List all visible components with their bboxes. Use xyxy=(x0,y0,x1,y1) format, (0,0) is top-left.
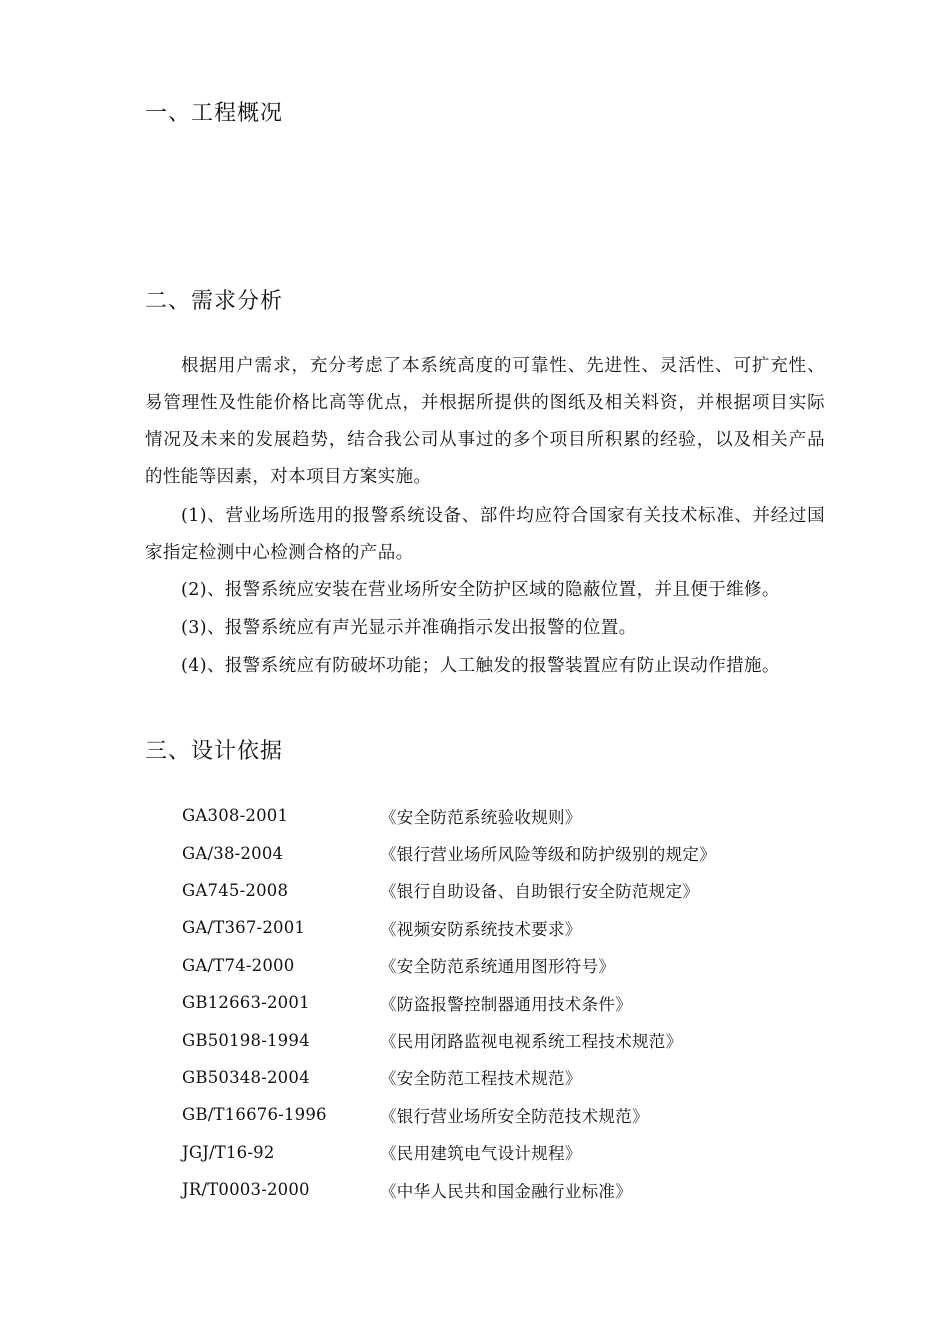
standard-code: GB12663-2001 xyxy=(182,993,310,1013)
standard-title: 《安全防范系统通用图形符号》 xyxy=(380,957,616,977)
standard-code: GB50198-1994 xyxy=(182,1030,310,1050)
standard-row xyxy=(182,984,716,1021)
standard-title: 《银行营业场所安全防范技术规范》 xyxy=(380,1106,649,1126)
requirement-item-2: (2)、报警系统应安装在营业场所安全防护区域的隐蔽位置，并且便于维修。 xyxy=(181,580,780,600)
standard-code: GA/38-2004 xyxy=(182,843,284,863)
standard-row xyxy=(182,947,716,984)
standard-title: 《安全防范系统验收规则》 xyxy=(380,807,582,827)
standard-title: 《民用闭路监视电视系统工程技术规范》 xyxy=(380,1032,683,1052)
standard-code: GA/T74-2000 xyxy=(182,955,295,975)
standard-title: 《银行营业场所风险等级和防护级别的规定》 xyxy=(380,845,716,865)
standard-title: 《安全防范工程技术规范》 xyxy=(380,1069,582,1089)
section-heading-project-overview: 一、工程概况 xyxy=(145,101,284,126)
standard-title: 《中华人民共和国金融行业标准》 xyxy=(380,1181,632,1201)
standard-code: GA/T367-2001 xyxy=(182,918,306,938)
standard-row xyxy=(182,834,716,871)
standard-row xyxy=(182,872,716,909)
standard-title: 《防盗报警控制器通用技术条件》 xyxy=(380,994,632,1014)
standard-title: 《银行自助设备、自助银行安全防范规定》 xyxy=(380,882,700,902)
section-heading-requirements-analysis: 二、需求分析 xyxy=(145,289,284,314)
standard-row xyxy=(182,1096,716,1133)
standard-row xyxy=(182,909,716,946)
standard-code: GA745-2008 xyxy=(182,880,289,900)
requirements-intro-paragraph: 根据用户需求，充分考虑了本系统高度的可靠性、先进性、灵活性、可扩充性、易管理性及性能价格比高等优点，并根据所提供的图纸及相关料资，并根据项目实际情况及未来的发展趋势，结合我公司从事过的多个项目所积累的经验，以及相关产品的性能等因素，对本项目方案实施。 xyxy=(145,356,825,487)
standard-code: JR/T0003-2000 xyxy=(182,1180,310,1200)
standards-list xyxy=(182,797,716,1208)
standard-code: GB50348-2004 xyxy=(182,1067,310,1087)
standard-row xyxy=(182,797,716,834)
standard-row xyxy=(182,1134,716,1171)
requirement-item-4: (4)、报警系统应有防破坏功能；人工触发的报警装置应有防止误动作措施。 xyxy=(181,656,780,676)
standard-title: 《视频安防系统技术要求》 xyxy=(380,919,582,939)
requirement-item-1: (1)、营业场所选用的报警系统设备、部件均应符合国家有关技术标准、并经过国家指定检测中心检测合格的产品。 xyxy=(145,506,825,563)
standard-row xyxy=(182,1059,716,1096)
standard-row xyxy=(182,1171,716,1208)
requirement-item-3: (3)、报警系统应有声光显示并准确指示发出报警的位置。 xyxy=(181,618,637,638)
section-heading-design-basis: 三、设计依据 xyxy=(145,739,284,764)
standard-row xyxy=(182,1021,716,1058)
standard-code: GB/T16676-1996 xyxy=(182,1105,327,1125)
standard-code: GA308-2001 xyxy=(182,806,289,826)
standard-title: 《民用建筑电气设计规程》 xyxy=(380,1144,582,1164)
standard-code: JGJ/T16-92 xyxy=(182,1142,275,1162)
